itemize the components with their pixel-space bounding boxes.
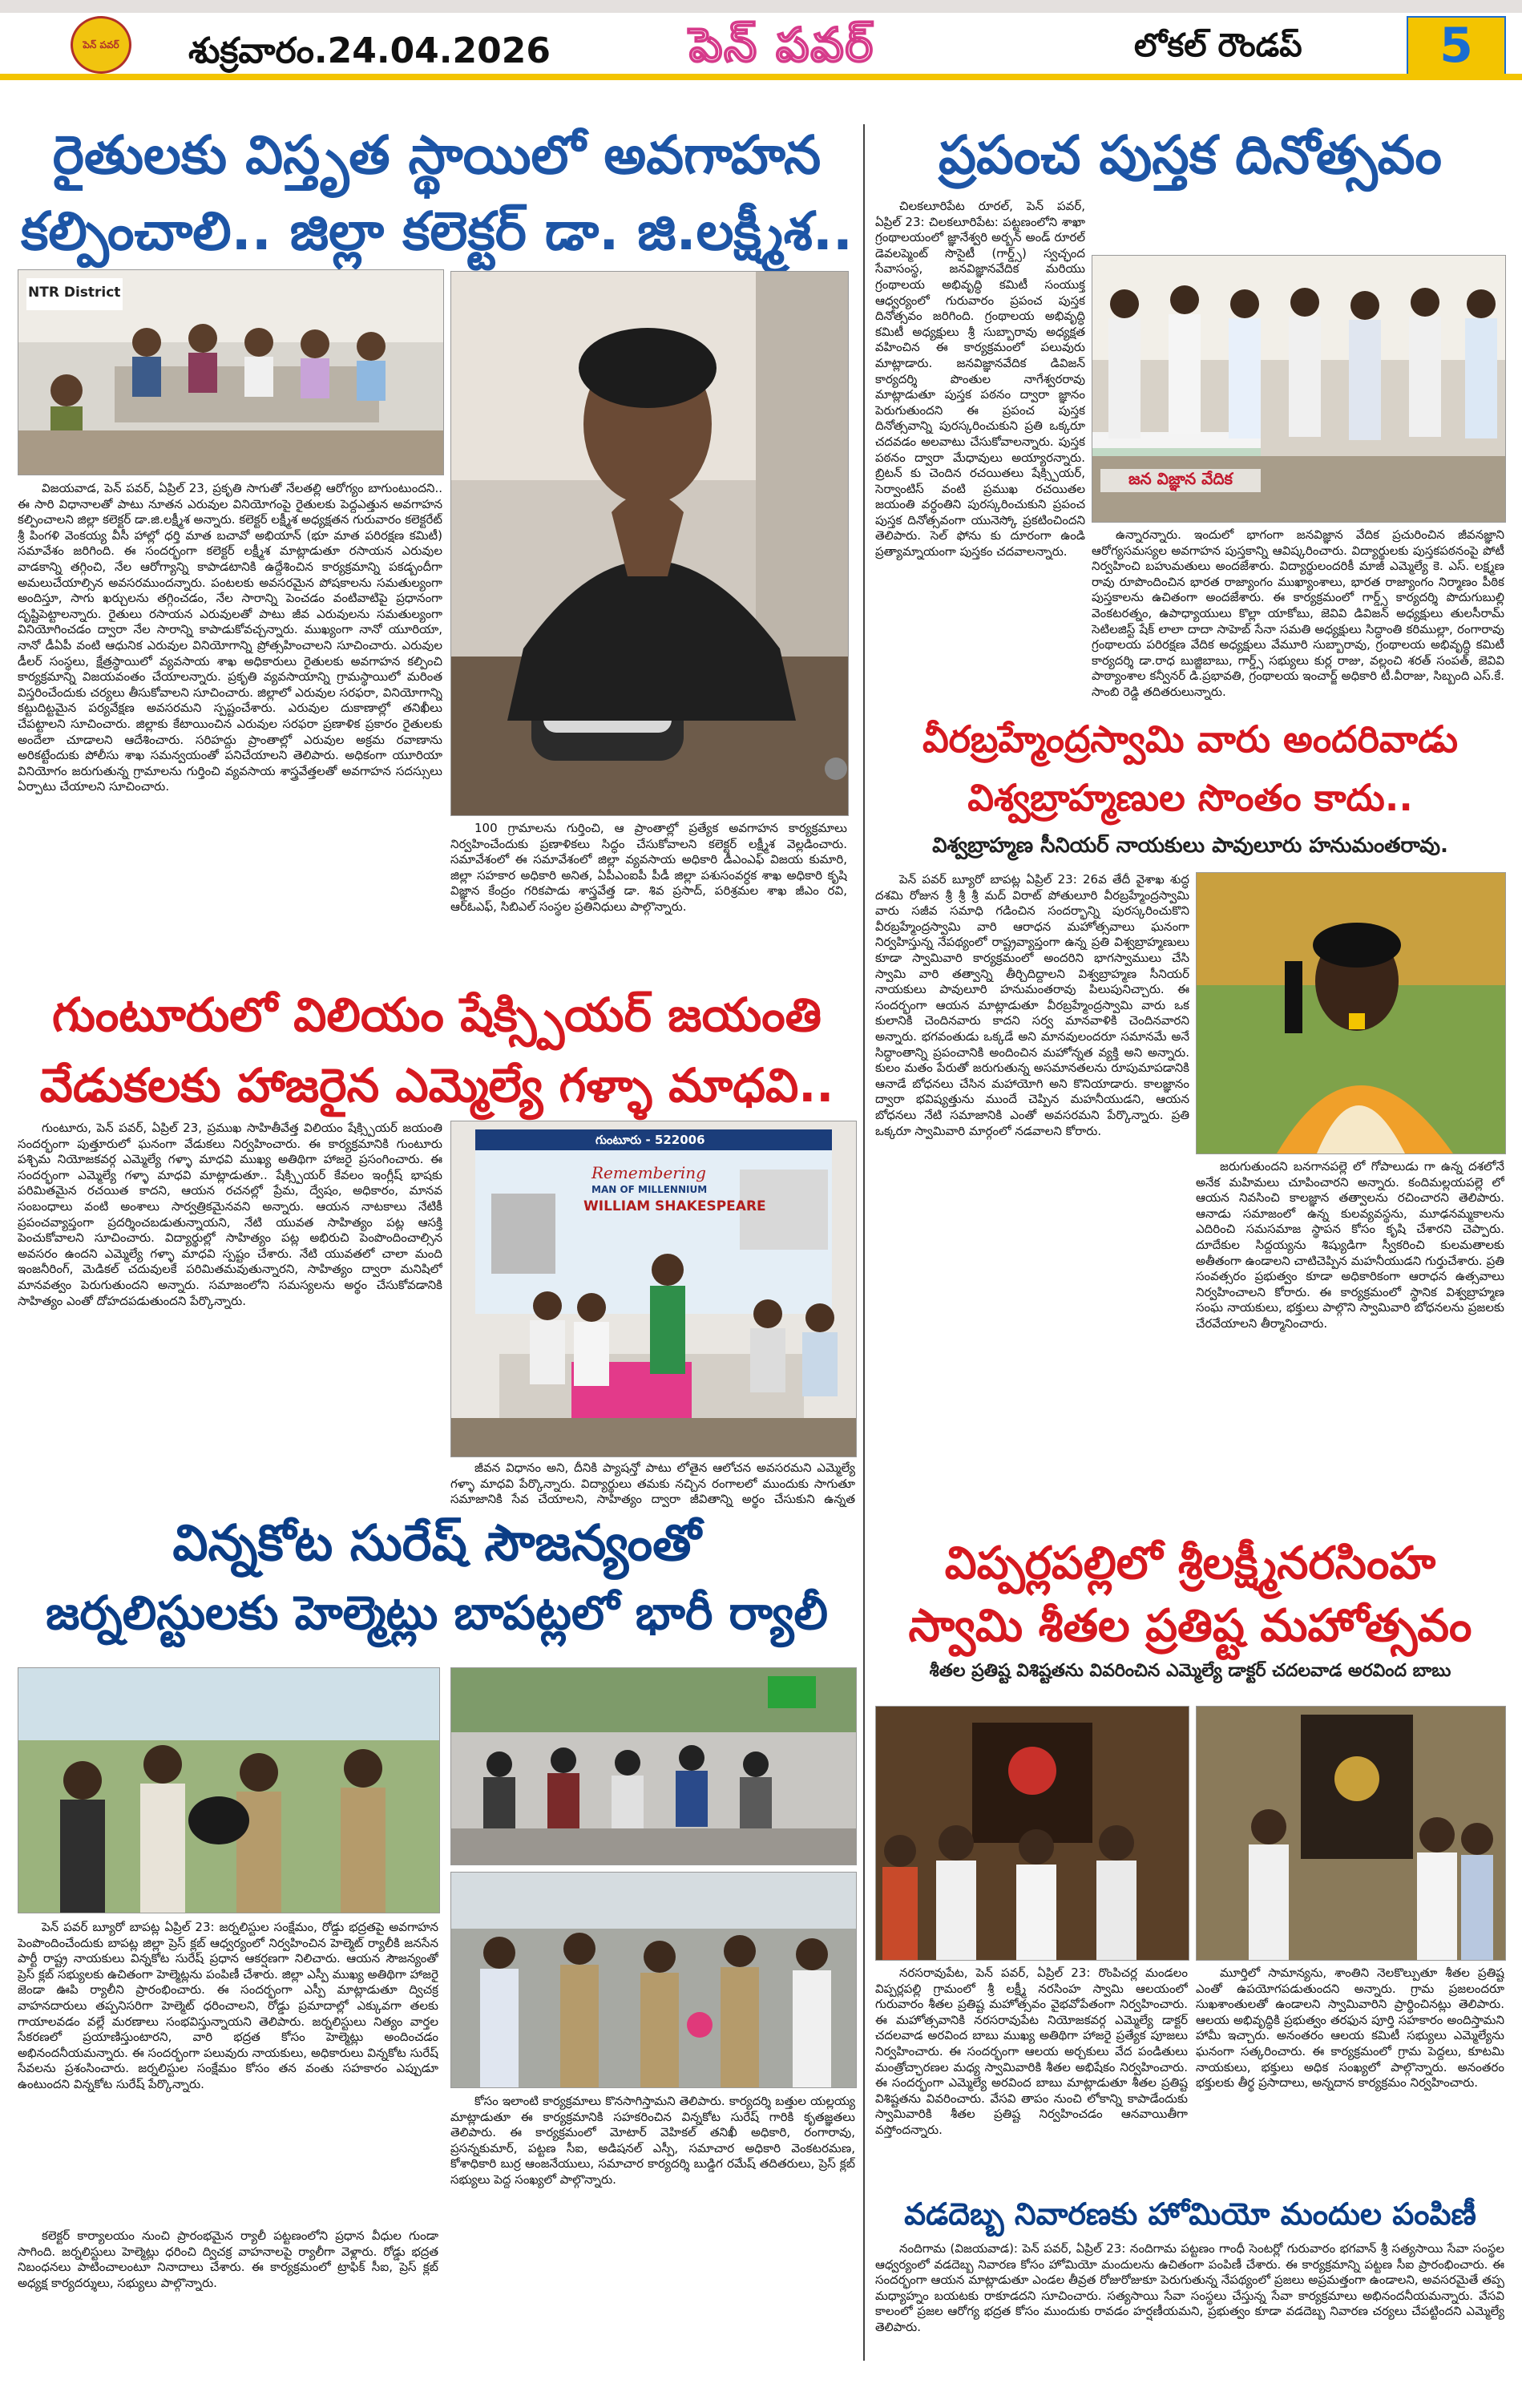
story6-temple-photo-right xyxy=(1196,1706,1506,1961)
story6-body-left-text: నరసరావుపేట, పెన్ పవర్, ఏప్రిల్ 23: రొంపిచర్ల మండలం విప్పర్లపల్లి గ్రామంలో శ్రీ లక్ష్మీ నరసింహ స్వామి ఆలయంలో గురువారం శీతల ప్రతిష్ట మహోత్సవం వైభవోపేతంగా నిర్వహించారు. ఈ మహోత్సవానికి నరసరావుపేట నియోజకవర్గ ఎమ్మెల్యే డాక్టర్ చదలవాడ అరవింద బాబు ముఖ్య అతిథిగా హాజరై ప్రత్యేక పూజలు నిర్వహించారు. ఈ సందర్భంగా ఆలయ అర్చకులు వేద పండితులు మంత్రోచ్ఛారణల మధ్య స్వామివారికి శీతల అభిషేకం నిర్వహించారు. ఈ సందర్భంగా ఎమ్మెల్యే అరవింద బాబు మాట్లాడుతూ శీతల ప్రతిష్ట విశిష్టతను వివరించారు. వేసవి తాపం నుంచి లోకాన్ని కాపాడేందుకు స్వామివారికి శీతల ప్రతిష్ట నిర్వహించడం ఆనవాయితీగా వస్తోందన్నారు. xyxy=(875,1966,1188,2137)
story1-meeting-photo xyxy=(18,269,444,475)
story6-body-right xyxy=(1196,1966,1504,2186)
story1-body-bottom-text: 100 గ్రామాలను గుర్తించి, ఆ ప్రాంతాల్లో ప్రత్యేక అవగాహన కార్యక్రమాలు నిర్వహించేందుకు ప్రణాళికలు సిద్ధం చేసుకోవాలని కలెక్టర్ లక్ష్మీశ వెల్లడించారు. సమావేశంలో ఈ సమావేశంలో జిల్లా వ్యవసాయ అధికారి డీఎంఎఫ్ విజయ కుమారి, జిల్లా సహకార అధికారి అనిత, ఏపీఎంఐపీ పీడీ జిల్లా పశుసంవర్ధక శాఖ అధికారి కృషి విజ్ఞాన కేంద్రం గరికపాడు శాస్త్రవేత్త డా. శివ ప్రసాద్, పరిశ్రమల శాఖ జీఎం రవి, ఆర్ఓఎఫ్, సిబిఎల్ సంస్థల ప్రతినిధులు పాల్గొన్నారు. xyxy=(450,821,847,914)
story3-body-left-text: పెన్ పవర్ బ్యూరో బాపట్ల ఏప్రిల్ 23: 26వ తేదీ వైశాఖ శుద్ధ దశమి రోజున శ్రీ శ్రీ శ్రీ మద్ విరాట్ పోతులూరి వీరబ్రహ్మేంద్రస్వామి వారు సజీవ సమాధి గడించిన సందర్భాన్ని పురస్కరించుకొని వీరబ్రహ్మేంద్రస్వామి వారి ఆరాధన మహోత్సవాలు ఘనంగా నిర్వహిస్తున్న నేపథ్యంలో రాష్ట్రవ్యాప్తంగా ఉన్న ప్రతి విశ్వబ్రాహ్మణులు కూడా స్వామివారి కార్యక్రమంలో అందరిని భాగస్వాములు చేసి స్వామి వారి తత్వాన్ని తీర్చిదిద్దాలని విశ్వబ్రాహ్మణ సీనియర్ నాయకులు పావులూరి హనుమంతరావు పిలుపునిచ్చారు. ఈ సందర్భంగా ఆయన మాట్లాడుతూ వీరబ్రహ్మేంద్రస్వామి వారు ఒక కులానికి చెందినవారు కాదని సర్వ మానవాళికి చెందినవారని అన్నారు. భగవంతుడు ఒక్కడే అని మానవులందరూ సమానమే అనే సిద్ధాంతాన్ని ప్రపంచానికి అందించిన మహోన్నత వ్యక్తి అని అన్నారు. కులం మతం పేరుతో జరుగుతున్న అసమానతలను రూపుమాపడానికి ఆనాడే బోధనలు చేసిన మహాయోగి అని కొనియాడారు. కాలజ్ఞానం ద్వారా భవిష్యత్తును ముందే చెప్పిన మహనీయుడని, ఆయన బోధనలు నేటి సమాజానికి ఎంతో అవసరమని పేర్కొన్నారు. ప్రతి ఒక్కరూ స్వామివారి మార్గంలో నడవాలని కోరారు. xyxy=(875,872,1189,1138)
story6-temple-photo-left xyxy=(875,1706,1189,1961)
story3-headline-line2: విశ్వబ్రాహ్మణుల సొంతం కాదు.. xyxy=(967,776,1413,819)
story1-headline-line1: రైతులకు విస్తృత స్థాయిలో అవగాహన xyxy=(52,124,822,186)
page-number: 5 xyxy=(1407,16,1506,75)
story3-subhead: విశ్వబ్రాహ్మణ సీనియర్ నాయకులు పావులూరు హనుమంతరావు. xyxy=(932,834,1448,858)
story1-body-bottom xyxy=(450,821,847,973)
story4-banner-remember: Remembering xyxy=(591,1163,706,1182)
story3-speaker-photo xyxy=(1196,872,1506,1154)
story2-body-left xyxy=(875,199,1085,704)
story1-body-left-text: విజయవాడ, పెన్ పవర్, ఏప్రిల్ 23, ప్రకృతి సాగుతో నేలతల్లి ఆరోగ్యం బాగుంటుందని.. ఈ సారి విధానాలతో పాటు నూతన ఎరువుల వినియోగంపై రైతులకు పెద్దఎత్తున అవగాహన కల్పించాలని జిల్లా కలెక్టర్ డా.జి.లక్ష్మీశ అన్నారు. కలెక్టర్ లక్ష్మీశ అధ్యక్షతన గురువారం కలెక్టరేట్ శ్రీ పింగళి వెంకయ్య వీసీ హాల్లో ధర్తి మాత బచావో అభియాన్ (భూ మాత పరిరక్షణ కమిటీ) సమావేశం జరిగింది. ఈ సందర్భంగా కలెక్టర్ లక్ష్మీశ మాట్లాడుతూ రసాయన ఎరువుల వాడకాన్ని తగ్గించి, నేల ఆరోగ్యాన్ని కాపాడటానికి ఉద్దేశించిన కార్యక్రమాన్ని పకడ్బందీగా అమలుచేయాల్సిన అవసరముందన్నారు. పంటలకు అవసరమైన పోషకాలను సమతుల్యంగా అందిస్తూ, సాగు ఖర్చులను తగ్గించడం, నేల సారాన్ని పెంచడం వంటివాటిపై ప్రధానంగా దృష్టిపెట్టాలన్నారు. రైతులు రసాయన ఎరువులతో పాటు జీవ ఎరువులను సమతుల్యంగా వినియోగించడం ద్వారా నేల సారాన్ని కాపాడుకోవచ్చన్నారు. ముఖ్యంగా నానో యూరియా, నానో డీఏపీ వంటి ఆధునిక ఎరువుల వినియోగాన్ని ప్రోత్సహించాలని సూచించారు. ఎరువుల డీలర్ సంస్థలు, క్షేత్రస్థాయిలో వ్యవసాయ శాఖ అధికారులు రైతులకు అవగాహన కల్పించి కార్యక్రమాన్ని విజయవంతం చేయాలన్నారు. ప్రకృతి వ్యవసాయాన్ని గ్రామస్థాయిలో మరింత విస్తరించేందుకు చర్యలు తీసుకోవాలని సూచించారు. జిల్లాలో ఎరువుల సరఫరా, వినియోగాన్ని కట్టుదిట్టమైన పర్యవేక్షణ అవసరమని స్పష్టంచేశారు. ఎరువుల దుకాణాల్లో తనిఖీలు చేపట్టాలని సూచించారు. జిల్లాకు కేటాయించిన ఎరువుల సరఫరా ప్రణాళిక ప్రకారం రైతులకు అందేలా చూడాలని ఆదేశించారు. సరిహద్దు ప్రాంతాల్లో ఎరువుల అక్రమ రవాణాను అరికట్టేందుకు పోలీసు శాఖ సమన్వయంతో పనిచేయాలని తెలిపారు. అధికంగా యూరియా వినియోగం జరుగుతున్న గ్రామాలను గుర్తించి వ్యవసాయ శాస్త్రవేత్తలతో అవగాహన సదస్సులు ఏర్పాటు చేయాలని సూచించారు. xyxy=(18,481,442,794)
story5-body-right-bottom xyxy=(450,2094,855,2198)
logo-text: పెన్ పవర్ xyxy=(83,38,119,51)
story7-headline: వడదెబ్బ నివారణకు హోమియో మందుల పంపిణీ xyxy=(904,2196,1476,2232)
story2-book-release-photo xyxy=(1092,255,1506,523)
paper-name: పెన్ పవర్ xyxy=(689,18,875,72)
masthead-bottom-bar xyxy=(0,74,1522,80)
story2-body-right-text: ఉన్నారన్నారు. ఇందులో భాగంగా జనవిజ్ఞాన వేదిక ప్రచురించిన జీవనజ్ఞాని ఆరోగ్యసమస్యల అవగాహన పుస్తకాన్ని ఆవిష్కరించారు. విద్యార్థులకు పుస్తకపఠనంపై పోటీ నిర్వహించి బహుమతులు అందజేశారు. విద్యార్థులందరికీ మాజీ ఎమ్మెల్యే కె. ఎస్. లక్ష్మణ రావు రూపొందించిన భారత రాజ్యాంగం ముఖ్యాంశాలు, భారత రాజ్యాంగం నిర్మాణం పీఠిక పుస్తకాలను ఉచితంగా అందజేశారు. ఈ కార్యక్రమంలో గార్డ్స్ కార్యదర్శి పొదుగుబుల్లి వెంకటరత్నం, ఉపాధ్యాయులు కొల్లా యాకోబు, జెవివి డివిజన్ అధ్యక్షులు తులసీరామ్ సెటిలజిస్ట్ షేక్ లాలా దాదా సాహెబ్ సేనా సమతి అధ్యక్షులు సిద్ధాంతి కరిముల్లా, రంగారావు గ్రంథాలయ పరిరక్షణ వేదిక అధ్యక్షులు వేమూరి సుబ్బారావు, గ్రంథాలయ అభివృద్ధి కమిటీ కార్యదర్శి డా.రాధ బుజ్జిబాబు, గార్డ్స్ సభ్యులు కుర్ల రాజు, వల్లంచి శరత్ సంపత్, జెవివి పాఠ్యాంశాల కన్వీనర్ డి.ప్రభావతి, గ్రంథాలయ ఇంచార్జ్ అధికారి టీ.వీరాజు, సిబ్బంది ఎస్.కే. సాంబి రెడ్డి తదితరులున్నారు. xyxy=(1092,527,1504,699)
story1-photo-label: NTR District xyxy=(28,285,121,301)
story6-headline-line2: స్వామి శీతల ప్రతిష్ట మహోత్సవం xyxy=(908,1600,1472,1652)
story4-banner-man: MAN OF MILLENNIUM xyxy=(591,1184,708,1195)
story6-body-left xyxy=(875,1966,1188,2186)
story5-helmet-photo xyxy=(18,1667,440,1913)
story1-collector-photo xyxy=(450,271,849,816)
story4-body-bottom-text: జీవన విధానం అని, దీనికి ప్యాషన్తో పాటు లోతైన ఆలోచన అవసరమని ఎమ్మెల్యే గళ్ళా మాధవి పేర్కొన్నారు. విద్యార్థులు తమకు నచ్చిన రంగాలలో ముందుకు సాగుతూ సమాజానికి సేవ చేయాలని, సాహిత్యం ద్వారా జీవితాన్ని అర్థం చేసుకుని ఉన్నత xyxy=(450,1461,855,1507)
story3-headline-line1: వీరబ్రహ్మేంద్రస్వామి వారు అందరివాడు xyxy=(922,717,1459,761)
story5-body-left-bottom xyxy=(18,2228,438,2397)
story5-body-left-text: పెన్ పవర్ బ్యూరో బాపట్ల ఏప్రిల్ 23: జర్నలిస్టుల సంక్షేమం, రోడ్డు భద్రతపై అవగాహన పెంపొందించేందుకు బాపట్ల జిల్లా ప్రెస్ క్లబ్ ఆధ్వర్యంలో నిర్వహించిన హెల్మెట్ ర్యాలీకి జనసేన పార్టీ రాష్ట్ర నాయకులు విన్నకోట సురేష్ ప్రధాన ఆకర్షణగా నిలిచారు. ఆయన సౌజన్యంతో ప్రెస్ క్లబ్ సభ్యులకు ఉచితంగా హెల్మెట్లను పంపిణీ చేశారు. జిల్లా ఎస్పీ ముఖ్య అతిథిగా హాజరై జెండా ఊపి ర్యాలీని ప్రారంభించారు. ఈ సందర్భంగా ఎస్పీ మాట్లాడుతూ ద్విచక్ర వాహనదారులు తప్పనిసరిగా హెల్మెట్ ధరించాలని, రోడ్డు ప్రమాదాల్లో ఎక్కువగా తలకు గాయాలవడం వల్లే మరణాలు సంభవిస్తున్నాయని తెలిపారు. జర్నలిస్టులు నిత్యం వార్తల సేకరణలో ప్రయాణిస్తుంటారని, వారి భద్రత కోసం హెల్మెట్లు అందించడం అభినందనీయమన్నారు. ఈ సందర్భంగా పలువురు నాయకులు, అధికారులు విన్నకోట సురేష్ సేవలను ప్రశంసించారు. జర్నలిస్టుల సంక్షేమం కోసం తన వంతు సహకారం ఎప్పుడూ ఉంటుందని విన్నకోట సురేష్ పేర్కొన్నారు. xyxy=(18,1920,438,2091)
section-name: లోకల్ రౌండప్ xyxy=(1134,27,1302,64)
story4-headline-line2: వేడుకలకు హాజరైన ఎమ్మెల్యే గళ్ళా మాధవి.. xyxy=(39,1058,834,1113)
story1-body-left xyxy=(18,481,442,974)
story5-body-right-bottom-text: కోసం ఇలాంటి కార్యక్రమాలు కొనసాగిస్తామని తెలిపారు. కార్యదర్శి బత్తుల యల్లయ్య మాట్లాడుతూ ఈ కార్యక్రమానికి సహకరించిన విన్నకోట సురేష్ గారికి కృతజ్ఞతలు తెలిపారు. ఈ కార్యక్రమంలో మోటార్ వెహికల్ తనిఖీ అధికారి, రంగారావు, ప్రసన్నకుమార్, పట్టణ సీఐ, అడిషనల్ ఎస్పీ, సమాచార అధికారి వెంకటరమణ, కోశాధికారి బుర్ర ఆంజనేయులు, సమాచార కార్యదర్శి బుడ్డిగ రమేష్ తదితరులు, ప్రెస్ క్లబ్ సభ్యులు పెద్ద సంఖ్యలో పాల్గొన్నారు. xyxy=(450,2094,855,2187)
story2-body-right xyxy=(1092,527,1504,705)
story2-body-left-text: చిలకలూరిపేట రూరల్, పెన్ పవర్, ఏప్రిల్ 23: చిలకలూరిపేట: పట్టణంలోని శాఖా గ్రంథాలయంలో జ్ఞానేశ్వరి అర్బన్ అండ్ రూరల్ డెవలప్మెంట్ సొసైటీ (గార్డ్స్) స్వచ్ఛంద సేవాసంస్థ, జనవిజ్ఞానవేదిక మరియు గ్రంథాలయ అభివృద్ధి కమిటీ సంయుక్త ఆధ్వర్యంలో గురువారం ప్రపంచ పుస్తక దినోత్సవం జరిగింది. గ్రంథాలయ అభివృద్ధి కమిటీ అధ్యక్షులు శ్రీ సుబ్బారావు అధ్యక్షత వహించిన ఈ కార్యక్రమంలో పలువురు మాట్లాడారు. జనవిజ్ఞానవేదిక డివిజన్ కార్యదర్శి పొంతుల నాగేశ్వరరావు మాట్లాడుతూ పుస్తక పఠనం ద్వారా జ్ఞానం పెరుగుతుందని ఈ ప్రపంచ పుస్తక దినోత్సవాన్ని పురస్కరించుకుని ప్రతి ఒక్కరూ చదవడం అలవాటు చేసుకోవాలన్నారు. పుస్తక పఠనం ద్వారా మేధావులు అయ్యారన్నారు. బ్రిటన్ కు చెందిన రచయితలు షేక్స్పియర్, సెర్వాంటిస్ వంటి ప్రముఖ రచయితల జయంతి వర్ధంతిని పురస్కరించుకుని ప్రపంచ పుస్తక దినోత్సవంగా యునెస్కో ప్రకటించిందని తెలిపారు. సెల్ ఫోను కు దూరంగా ఉండి ప్రత్యామ్నాయంగా పుస్తకం చదవాలన్నారు. xyxy=(875,199,1085,560)
story5-body-left xyxy=(18,1920,438,2224)
story3-body-right xyxy=(1196,1159,1504,1513)
column-rule-left xyxy=(863,124,865,2361)
story4-body-bottom xyxy=(450,1461,855,1509)
story6-subhead: శీతల ప్రతిష్ట విశిష్టతను వివరించిన ఎమ్మెల్యే డాక్టర్ చదలవాడ అరవింద బాబు xyxy=(929,1661,1451,1681)
story4-headline-line1: గుంటూరులో విలియం షేక్స్పియర్ జయంతి xyxy=(52,988,822,1042)
story2-banner-text: జన విజ్ఞాన వేదిక xyxy=(1100,469,1261,492)
masthead-top-bar xyxy=(0,0,1522,13)
story5-headline-line1: విన్నకోట సురేష్ సౌజన్యంతో xyxy=(172,1513,701,1572)
story4-banner-name: WILLIAM SHAKESPEARE xyxy=(583,1198,766,1214)
story2-headline: ప్రపంచ పుస్తక దినోత్సవం xyxy=(938,124,1442,186)
story4-event-photo xyxy=(450,1121,857,1457)
story5-group-photo xyxy=(450,1872,857,2088)
story3-body-right-text: జరుగుతుందని బనగానపల్లె లో గోపాలుడు గా ఉన్న దశలోనే అనేక మహిమలు చూపించారని అన్నారు. కందిమల్లయపల్లె లో ఆయన నివసించి కాలజ్ఞాన తత్వాలను రచించారని తెలిపారు. ఆనాడు సమాజంలో ఉన్న కులవ్యవస్థను, మూఢనమ్మకాలను ఎదిరించి సమసమాజ స్థాపన కోసం కృషి చేశారని చెప్పారు. దూదేకుల సిద్దయ్యను శిష్యుడిగా స్వీకరించి కులమతాలకు అతీతంగా ఉండాలని చాటిచెప్పిన మహనీయుడని గుర్తుచేశారు. ప్రతి సంవత్సరం ప్రభుత్వం కూడా అధికారికంగా ఆరాధన ఉత్సవాలు నిర్వహించాలని కోరారు. ఈ కార్యక్రమంలో స్థానిక విశ్వబ్రాహ్మణ సంఘ నాయకులు, భక్తులు పాల్గొని స్వామివారి బోధనలను ప్రజలకు చేరవేయాలని తీర్మానించారు. xyxy=(1196,1159,1504,1331)
story7-body-text: నందిగామ (విజయవాడ): పెన్ పవర్, ఏప్రిల్ 23: నందిగామ పట్టణం గాంధీ సెంటర్లో గురువారం భగవాన్ శ్రీ సత్యసాయి సేవా సంస్థల ఆధ్వర్యంలో వడదెబ్బ నివారణ కోసం హోమియో మందులను ఉచితంగా పంపిణీ చేశారు. ఈ కార్యక్రమాన్ని పట్టణ సీఐ ప్రారంభించారు. ఈ సందర్భంగా ఆయన మాట్లాడుతూ ఎండల తీవ్రత రోజురోజుకూ పెరుగుతున్న నేపథ్యంలో ప్రజలు అప్రమత్తంగా ఉండాలని, అవసరమైతే తప్ప మధ్యాహ్నం బయటకు రాకూడదని సూచించారు. సత్యసాయి సేవా సంస్థలు చేస్తున్న సేవా కార్యక్రమాలు అభినందనీయమన్నారు. వేసవి కాలంలో ప్రజల ఆరోగ్య భద్రత కోసం ముందుకు రావడం హర్షణీయమని, ప్రభుత్వం కూడా వడదెబ్బ నివారణ చర్యలు చేపట్టిందని ఎమ్మెల్యే తెలిపారు. xyxy=(875,2241,1504,2334)
story6-body-right-text: మూర్తిలో సామాన్యను, శాంతిని నెలకొల్పుతూ శీతల ప్రతిష్ట ఎంతో ఉపయోగపడుతుందని అన్నారు. గ్రామ ప్రజలందరూ సుఖశాంతులతో ఉండాలని స్వామివారిని ప్రార్థించినట్లు తెలిపారు. ఆలయ అభివృద్ధికి ప్రభుత్వం తరఫున పూర్తి సహకారం అందిస్తామని హామీ ఇచ్చారు. అనంతరం ఆలయ కమిటీ సభ్యులు ఎమ్మెల్యేను ఘనంగా సత్కరించారు. ఈ కార్యక్రమంలో గ్రామ పెద్దలు, కూటమి నాయకులు, భక్తులు అధిక సంఖ్యలో పాల్గొన్నారు. అనంతరం భక్తులకు తీర్థ ప్రసాదాలు, అన్నదాన కార్యక్రమం నిర్వహించారు. xyxy=(1196,1966,1504,2091)
story4-body-left-text: గుంటూరు, పెన్ పవర్, ఏప్రిల్ 23, ప్రముఖ సాహితీవేత్త విలియం షేక్స్పియర్ జయంతి సందర్భంగా పుత్తూరులో ఘనంగా వేడుకలు నిర్వహించారు. ఈ కార్యక్రమానికి గుంటూరు పశ్చిమ నియోజకవర్గ ఎమ్మెల్యే గళ్ళా మాధవి ముఖ్య అతిథిగా హాజరై ప్రసంగించారు. ఈ సందర్భంగా ఎమ్మెల్యే గళ్ళా మాధవి మాట్లాడుతూ.. షేక్స్పియర్ కేవలం ఇంగ్లీష్ భాషకు పరిమితమైన రచయిత కాదని, ఆయన రచనల్లో ప్రేమ, ద్వేషం, అధికారం, మానవ సంబంధాలు వంటి అంశాలు సార్వత్రికమైనవని అన్నారు. ఆయన నాటకాలు నేటికీ ప్రపంచవ్యాప్తంగా ప్రదర్శించబడుతున్నాయని, నేటి యువత సాహిత్యం పట్ల ఆసక్తి పెంచుకోవాలని సూచించారు. విద్యార్థుల్లో సాహిత్యం పట్ల అభిరుచి పెంపొందించాల్సిన అవసరం ఉందని ఎమ్మెల్యే గళ్ళా మాధవి స్పష్టం చేశారు. నేటి యువతలో చాలా మంది ఇంజనీరింగ్, మెడికల్ చదువులకే పరిమితమవుతున్నారని, సాహిత్యం ద్వారా మనిషిలో మానవత్వం పెరుగుతుందని అన్నారు. సమాజంలోని సమస్యలను అర్థం చేసుకోవడానికి సాహిత్యం ఎంతో దోహదపడుతుందని పేర్కొన్నారు. xyxy=(18,1121,442,1308)
story5-headline-line2: జర్నలిస్టులకు హెల్మెట్లు బాపట్లలో భారీ ర్యాలీ xyxy=(46,1586,828,1640)
story5-body-left-bottom-text: కలెక్టర్ కార్యాలయం నుంచి ప్రారంభమైన ర్యాలీ పట్టణంలోని ప్రధాన వీధుల గుండా సాగింది. జర్నలిస్టులు హెల్మెట్లు ధరించి ద్విచక్ర వాహనాలపై ర్యాలీగా వెళ్లారు. రోడ్డు భద్రత నిబంధనలు పాటించాలంటూ నినాదాలు చేశారు. ఈ కార్యక్రమంలో ట్రాఫిక్ సీఐ, ప్రెస్ క్లబ్ అధ్యక్ష కార్యదర్శులు, సభ్యులు పాల్గొన్నారు. xyxy=(18,2228,438,2290)
story6-headline-line1: విప్పర్లపల్లిలో శ్రీలక్ష్మీనరసింహ xyxy=(944,1537,1436,1590)
story4-body-left xyxy=(18,1121,442,1505)
story3-body-left xyxy=(875,872,1189,1513)
issue-date: శుక్రవారం.24.04.2026 xyxy=(188,30,551,71)
newspaper-logo xyxy=(71,16,131,74)
story1-headline-line2: కల్పించాలి.. జిల్లా కలెక్టర్ డా. జి.లక్ష్మీశ.. xyxy=(20,200,854,262)
story7-body xyxy=(875,2241,1504,2394)
masthead xyxy=(0,0,1522,80)
story5-rally-photo xyxy=(450,1667,857,1865)
story4-banner-city: గుంటూరు - 522006 xyxy=(595,1133,705,1147)
